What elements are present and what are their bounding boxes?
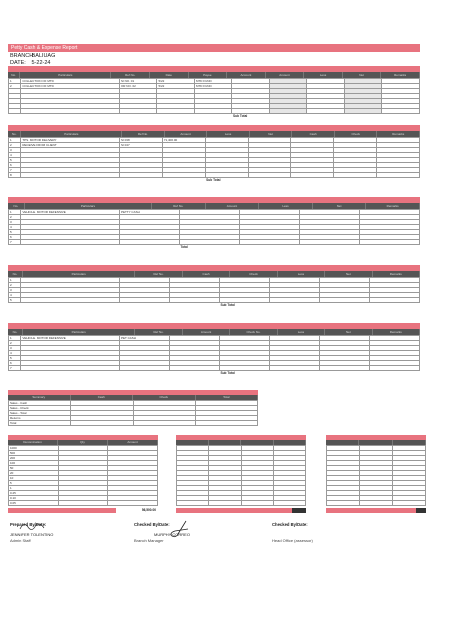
table-cell: 500 [9, 451, 59, 456]
table-cell: 0.25 [9, 491, 59, 496]
middle-table [176, 435, 306, 513]
section-grid [8, 277, 420, 307]
table-cell: Sales - Cash [9, 401, 71, 406]
table-cell: MTD FUND [194, 84, 232, 89]
header-cell [176, 440, 209, 445]
section-header-row [8, 271, 420, 277]
section-header-cell: Less [278, 329, 325, 335]
section-header-cell: Ref No. [122, 131, 165, 137]
section-header-row [8, 203, 420, 209]
table-cell: MTD FUND [194, 79, 232, 84]
table-cell: 2 [9, 143, 21, 148]
section-header-cell: Net [250, 131, 293, 137]
section-s1 [8, 66, 420, 118]
total-label: Sub Total [206, 178, 221, 182]
table-cell: 6 [9, 235, 21, 240]
section-header-cell: Particulars [25, 203, 152, 209]
table-cell: 1 [9, 210, 21, 215]
section-header-cell: Less [259, 203, 313, 209]
middle-table-grid [176, 445, 306, 506]
section-header-cell: Particulars [20, 72, 111, 78]
section-header-cell: Check [335, 131, 378, 137]
table-cell: 7 [9, 168, 21, 173]
middle-table-header [176, 440, 306, 445]
prepared-by-role: Admin Staff [10, 538, 31, 543]
branch-value: BALIUAG [31, 53, 56, 59]
table-row [327, 501, 426, 506]
section-grid [8, 78, 420, 118]
denomination-header [8, 440, 158, 445]
right-table-header [326, 440, 426, 445]
section-header-cell: Net [325, 271, 372, 277]
table-cell: 5 [9, 356, 21, 361]
table-cell: Sales - Total [9, 411, 71, 416]
table-cell: RECEIVE FROM CLIENT [21, 143, 120, 148]
table-cell: Sales - Check [9, 406, 71, 411]
table-cell: TPS. MOTOR DELIVERY [21, 138, 120, 143]
date-label: DATE: [10, 60, 26, 66]
table-cell [58, 501, 108, 506]
section-header-cell: Ref No. [111, 72, 150, 78]
table-cell: 7 [9, 240, 21, 245]
table-cell: SI 038 [119, 138, 162, 143]
header-cell: Denomination [8, 440, 58, 445]
header-cell: Check [133, 395, 196, 400]
manager-signature-scrawl [166, 520, 196, 540]
header-cell [209, 440, 242, 445]
section-header-cell: Remarks [366, 203, 420, 209]
table-cell: VEHICLE. MOTOR DEFENSIVE [21, 210, 120, 215]
table-cell: 0.10 [9, 496, 59, 501]
table-cell: 3 [9, 148, 21, 153]
table-cell [177, 501, 209, 506]
table-cell: 5/22 [157, 79, 195, 84]
table-cell: 6 [9, 361, 21, 366]
section-header-cell: Amount [206, 203, 260, 209]
table-cell: 10 [9, 476, 59, 481]
total-row [9, 178, 420, 183]
table-cell [71, 421, 133, 426]
table-cell: 4 [9, 225, 21, 230]
table-cell: 6 [9, 163, 21, 168]
section-header-cell: Remarks [373, 271, 420, 277]
table-cell: COLLECTION OF MTD [21, 84, 120, 89]
table-cell: 3 [9, 220, 21, 225]
section-header-cell: Net [343, 72, 382, 78]
section-header-cell: Payee [189, 72, 228, 78]
section-header-cell: No. [8, 72, 20, 78]
header-cell: Summary [8, 395, 71, 400]
section-header-cell: Ref No. [152, 203, 206, 209]
denomination-total: 56,500.00 [116, 508, 158, 513]
table-cell: 0.05 [9, 501, 59, 506]
section-header-cell: Less [278, 271, 325, 277]
table-cell: 4 [9, 293, 21, 298]
table-cell [393, 501, 426, 506]
section-header-cell: Ref No. [135, 329, 182, 335]
table-cell: 5 [9, 230, 21, 235]
section-header-cell: Check [230, 271, 277, 277]
section-header-cell: Account [227, 72, 266, 78]
table-cell: 1 [9, 486, 59, 491]
section-header-cell: No. [8, 271, 23, 277]
header-cell: Amount [108, 440, 158, 445]
header-cell [274, 440, 307, 445]
table-cell: 5 [9, 481, 59, 486]
checked-by-head-office-block [272, 522, 313, 543]
table-cell: 5 [9, 158, 21, 163]
section-header-row [8, 131, 420, 137]
header-cell [326, 440, 359, 445]
table-cell: 4 [9, 351, 21, 356]
section-grid [8, 209, 420, 249]
section-header-cell: Net [313, 203, 367, 209]
summary-table [8, 390, 258, 426]
table-cell: 20 [9, 471, 59, 476]
total-label: Sub Total [232, 114, 248, 118]
section-header-cell: Particulars [21, 131, 122, 137]
section-header-cell: Cash [292, 131, 335, 137]
total-row [9, 371, 420, 376]
summary-grid [8, 400, 258, 426]
prepared-by-label: Prepared By/Date: [10, 522, 47, 527]
total-row [9, 114, 420, 119]
section-header-cell: Remarks [381, 72, 420, 78]
section-header-cell: No. [8, 131, 21, 137]
header-cell [393, 440, 426, 445]
section-grid [8, 335, 420, 375]
section-header-cell: Amount [165, 131, 208, 137]
header-cell [241, 440, 274, 445]
table-cell: 2 [9, 283, 21, 288]
section-header-cell: Remarks [377, 131, 420, 137]
right-table-grid [326, 445, 426, 506]
table-cell: 3 [9, 288, 21, 293]
prepared-signature-scrawl [18, 519, 46, 533]
section-s3 [8, 197, 420, 249]
section-s5 [8, 323, 420, 375]
table-cell: 2 [9, 84, 21, 89]
header-cell: Qty [58, 440, 108, 445]
table-cell [327, 501, 360, 506]
section-header-row [8, 329, 420, 335]
prepared-by-name: JENNIFER TOLENTINO [10, 532, 54, 537]
section-s4 [8, 265, 420, 307]
table-cell: 1 [9, 278, 21, 283]
table-cell [273, 501, 305, 506]
table-cell: 4 [9, 153, 21, 158]
table-cell: 5 [9, 298, 21, 303]
table-cell: 2 [9, 215, 21, 220]
table-cell [241, 501, 273, 506]
branch-label: BRANCH: [10, 53, 35, 59]
table-cell: 71,400.00 [162, 138, 205, 143]
checked-by-head-office-label: Checked By/Date: [272, 522, 308, 527]
table-row [9, 501, 158, 506]
table-cell: 1 [9, 336, 21, 341]
table-cell: SI NO. 01 [119, 79, 157, 84]
table-cell: 200 [9, 456, 59, 461]
total-row [9, 245, 420, 250]
right-table [326, 435, 426, 513]
table-cell: 100 [9, 461, 59, 466]
total-row [9, 303, 420, 308]
section-header-cell: Date [150, 72, 189, 78]
checked-by-manager-role: Branch Manager [134, 538, 164, 543]
checked-by-head-office-role: Head Office (assessor) [272, 538, 313, 543]
total-label: Sub Total [220, 371, 235, 375]
date-value: 5-22-24 [31, 60, 51, 66]
section-header-cell: Less [304, 72, 343, 78]
section-header-cell: Cash [183, 271, 230, 277]
denomination-grid [8, 445, 158, 506]
checked-by-manager-name: MURPHY CORREO [154, 532, 190, 537]
table-cell [195, 421, 257, 426]
summary-header [8, 395, 258, 400]
section-header-cell: Particulars [23, 271, 135, 277]
section-header-cell: Remarks [373, 329, 420, 335]
section-header-cell: No. [8, 329, 23, 335]
section-header-cell: Particulars [23, 329, 135, 335]
table-cell: SI 047 [119, 143, 162, 148]
table-cell: PETTY CASH [119, 210, 179, 215]
table-cell: OR NO. 02 [119, 84, 157, 89]
table-cell: 3 [9, 346, 21, 351]
header-cell: Total [196, 395, 259, 400]
denomination-total-bar [8, 508, 158, 513]
report-title: Petty Cash & Expense Report [11, 45, 78, 51]
table-cell: 1000 [9, 446, 59, 451]
table-cell: 1 [9, 138, 21, 143]
section-grid [8, 137, 420, 182]
table-cell: VEHICLE. MOTOR DEFENSIVE [21, 336, 120, 341]
section-header-cell: Ref No. [135, 271, 182, 277]
table-cell: 7 [9, 366, 21, 371]
section-header-cell: Less [207, 131, 250, 137]
header-cell [359, 440, 392, 445]
section-header-cell: Check No. [230, 329, 277, 335]
table-cell: 8 [9, 173, 21, 178]
table-cell: Total [9, 421, 71, 426]
table-cell: 2 [9, 341, 21, 346]
table-cell: Returns [9, 416, 71, 421]
section-header-row [8, 72, 420, 78]
table-cell [360, 501, 393, 506]
section-header-cell: Amount [266, 72, 305, 78]
denomination-table [8, 435, 158, 513]
table-cell: PET CASH [119, 336, 169, 341]
table-cell: 1 [9, 79, 21, 84]
table-cell: 5/22 [157, 84, 195, 89]
table-cell: COLLECTION OF MTD [21, 79, 120, 84]
section-s2 [8, 125, 420, 182]
table-row [9, 421, 258, 426]
table-cell: 50 [9, 466, 59, 471]
report-title-bar [8, 44, 420, 52]
branch-row [10, 53, 55, 59]
total-label: Total [180, 245, 188, 249]
section-header-cell: Amount [183, 329, 230, 335]
checked-by-manager-label: Checked By/Date: [134, 522, 170, 527]
header-cell: Cash [71, 395, 134, 400]
table-cell [133, 421, 195, 426]
total-label: Sub Total [220, 303, 235, 307]
section-header-cell: Net [325, 329, 372, 335]
table-cell [108, 501, 158, 506]
table-cell [209, 501, 241, 506]
table-row [177, 501, 306, 506]
section-header-cell: No. [8, 203, 25, 209]
